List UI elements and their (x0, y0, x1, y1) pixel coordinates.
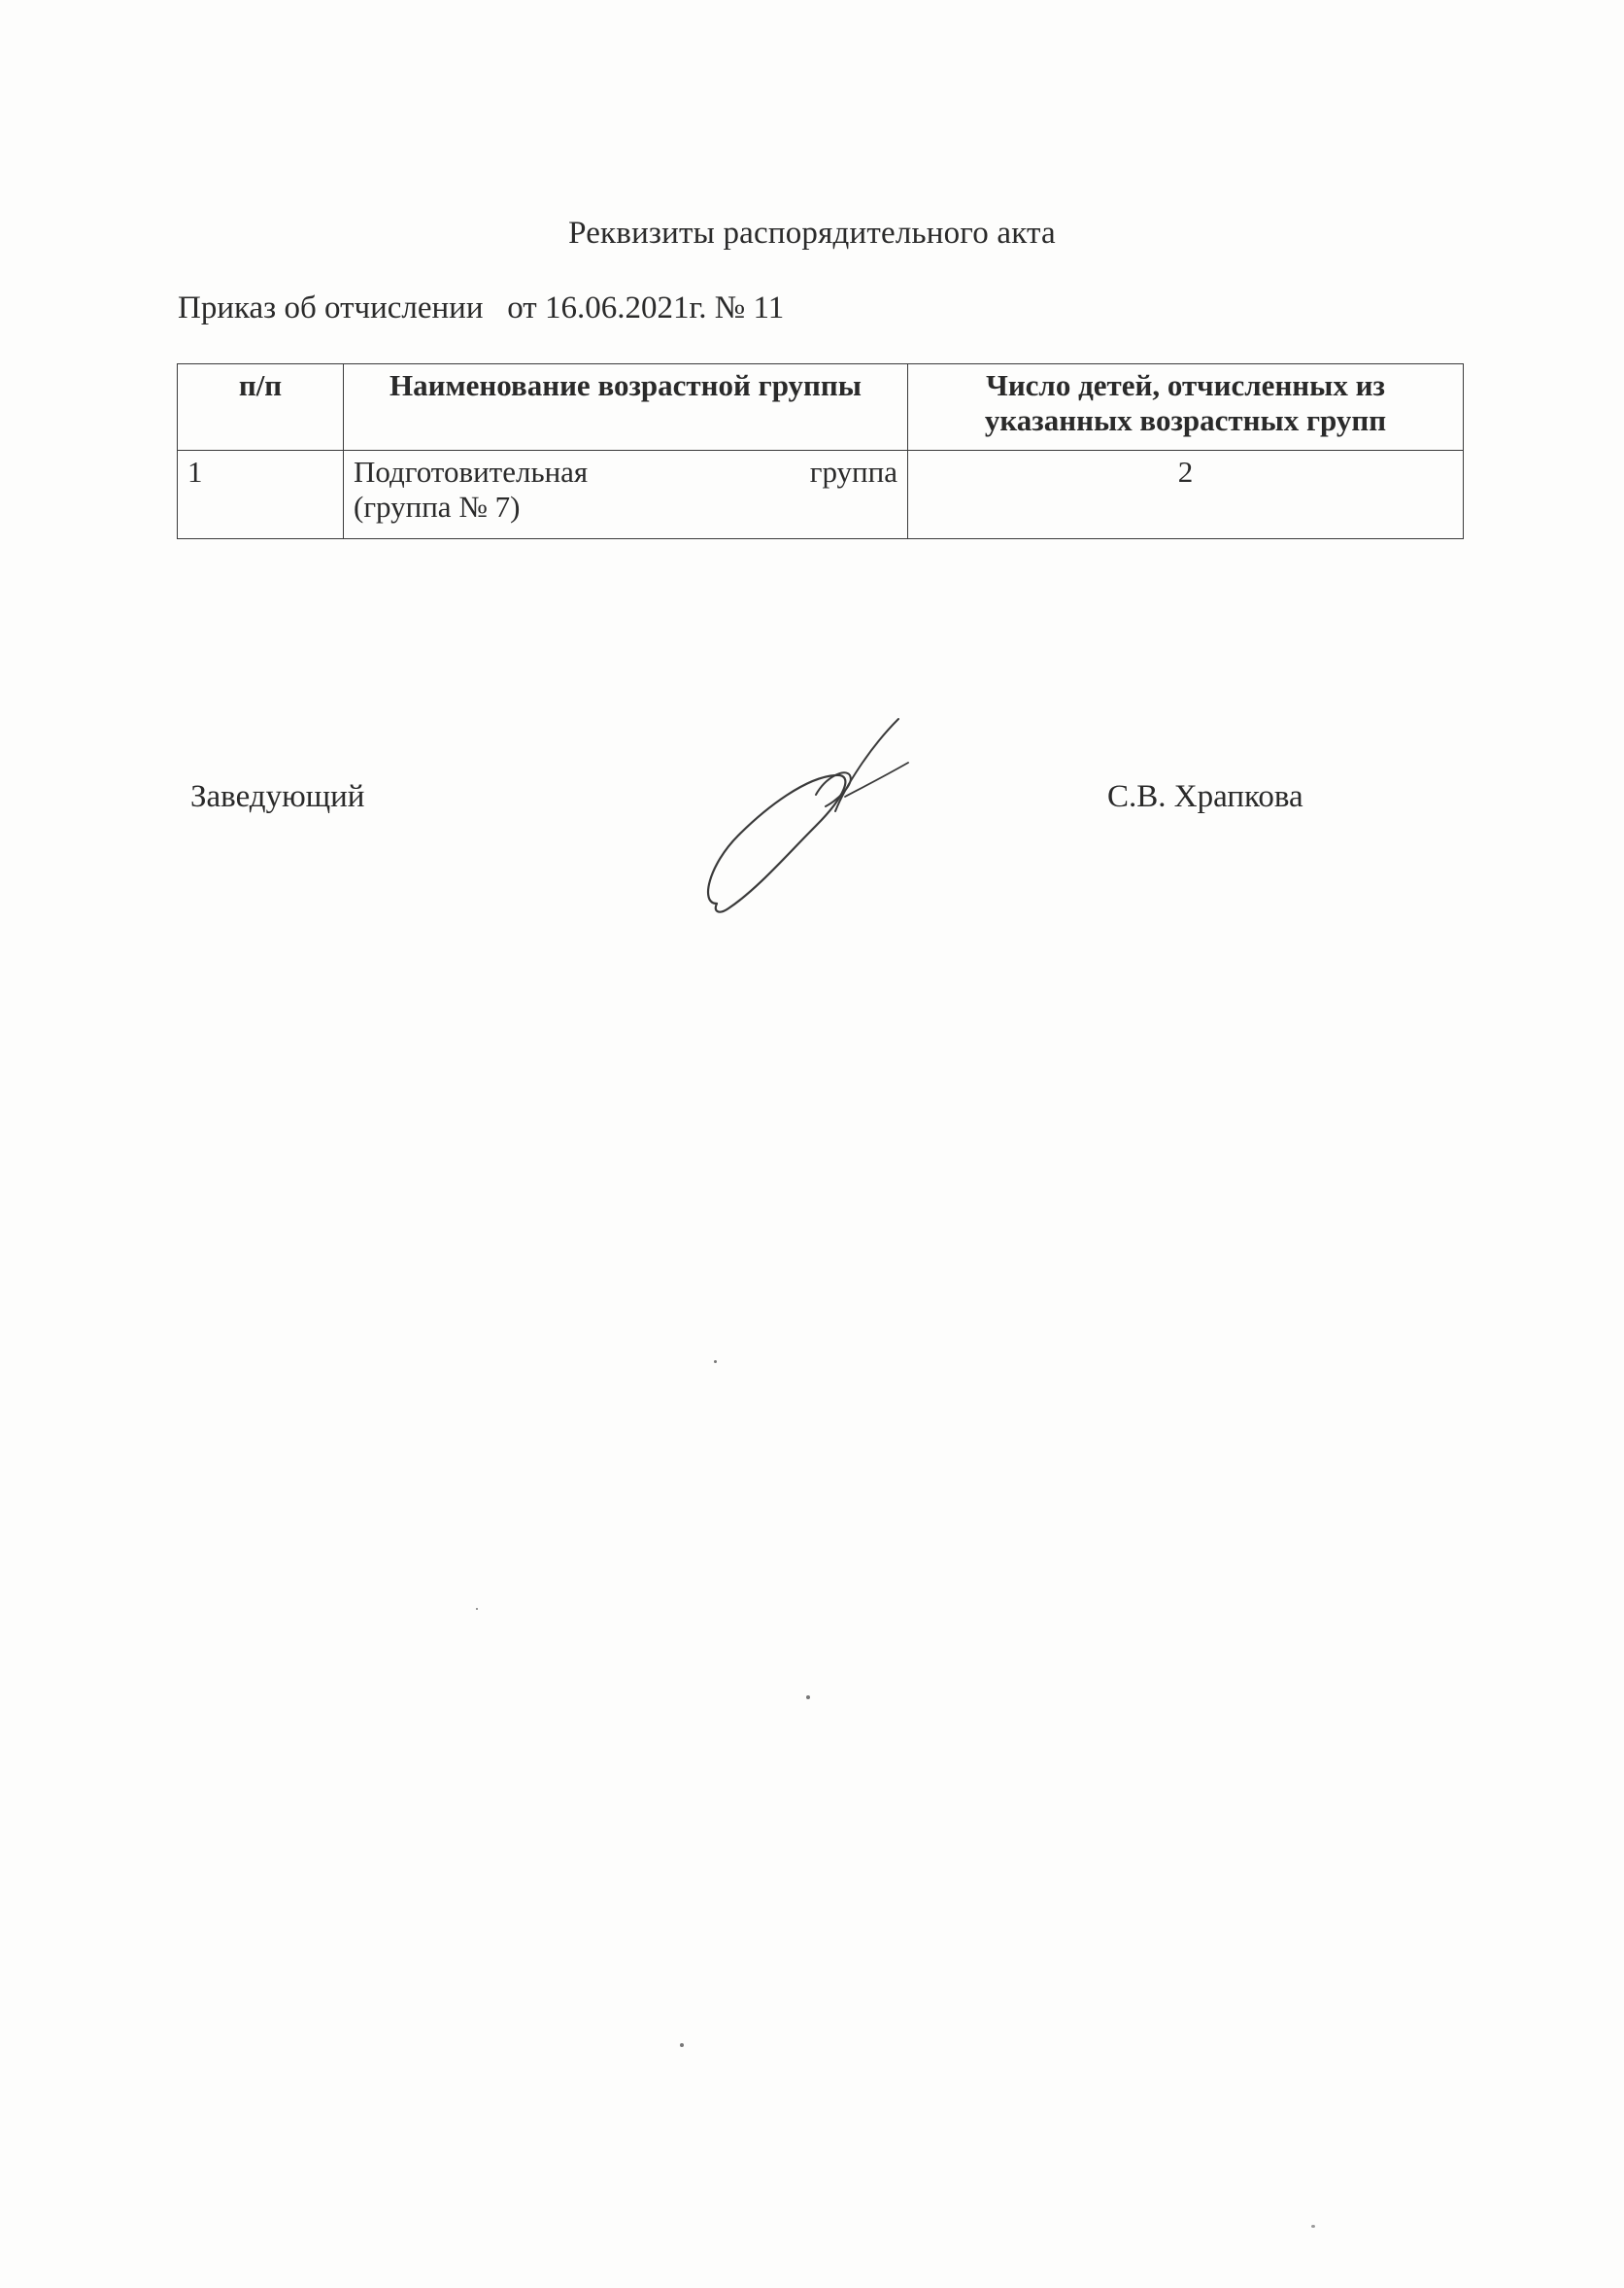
order-line (178, 290, 784, 326)
order-date: от 16.06.2021г. № 11 (507, 290, 785, 325)
document-title: Реквизиты распорядительного акта (568, 216, 1056, 251)
table-header-row (178, 364, 1464, 451)
table-row (178, 451, 1464, 539)
signature-block (0, 768, 1624, 923)
group-name-word2: группа (809, 455, 897, 489)
cell-num: 1 (178, 451, 344, 539)
signer-position: Заведующий (190, 779, 365, 814)
cell-group-name (344, 451, 908, 539)
scan-speck (680, 2043, 684, 2047)
scan-speck (476, 1608, 478, 1610)
group-name-line2: (группа № 7) (354, 489, 521, 524)
header-children-count: Число детей, отчисленных из указанных возрастных групп (908, 364, 1464, 451)
order-label: Приказ об отчислении (178, 290, 484, 325)
group-name-word1: Подготовительная (354, 455, 589, 489)
scan-speck (806, 1695, 810, 1699)
scan-speck (714, 1360, 717, 1363)
header-group-name: Наименование возрастной группы (344, 364, 908, 451)
group-name-line1 (354, 455, 897, 490)
age-groups-table (177, 363, 1464, 539)
scan-speck (1311, 2225, 1315, 2228)
signer-name: С.В. Храпкова (1107, 779, 1303, 814)
header-num: п/п (178, 364, 344, 451)
cell-children-count: 2 (908, 451, 1464, 539)
handwritten-signature (699, 709, 952, 923)
